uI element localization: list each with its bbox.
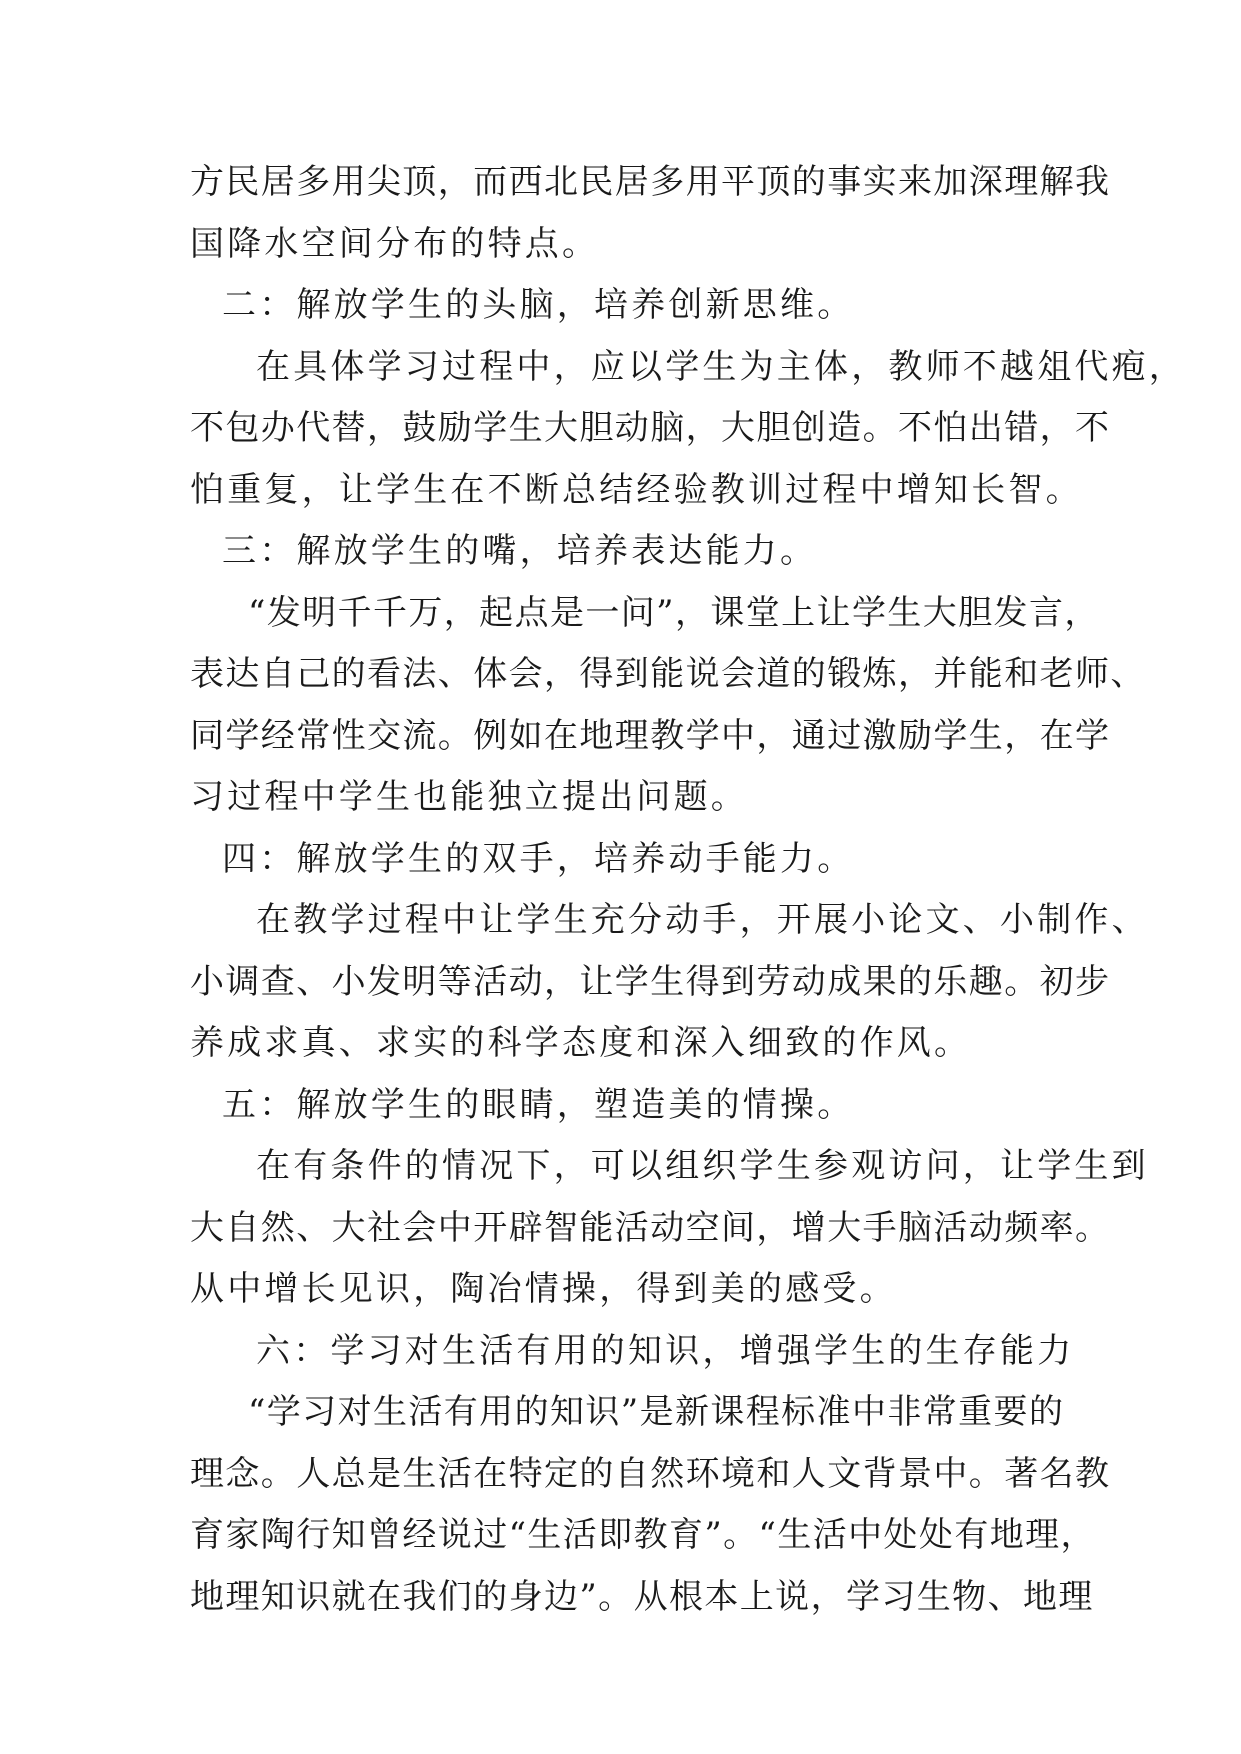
section-heading: 六：学习对生活有用的知识，增强学生的生存能力 [256, 1331, 1075, 1371]
text-line: 在有条件的情况下，可以组织学生参观访问，让学生到 [256, 1146, 1149, 1186]
section-heading: 二：解放学生的头脑，培养创新思维。 [222, 285, 855, 325]
text-line: 不包办代替，鼓励学生大胆动脑，大胆创造。不怕出错，不 [190, 408, 1111, 448]
text-line: 小调查、小发明等活动，让学生得到劳动成果的乐趣。初步 [190, 962, 1111, 1002]
text-line: 表达自己的看法、体会，得到能说会道的锻炼，并能和老师、 [190, 654, 1146, 694]
text-line: 从中增长见识，陶冶情操，得到美的感受。 [190, 1269, 897, 1309]
section-heading: 五：解放学生的眼睛，塑造美的情操。 [222, 1085, 855, 1125]
section-heading: 三：解放学生的嘴，培养表达能力。 [222, 531, 818, 571]
text-line: 习过程中学生也能独立提出问题。 [190, 777, 748, 817]
text-line: “学习对生活有用的知识”是新课程标准中非常重要的 [248, 1392, 1065, 1432]
text-line: 在具体学习过程中，应以学生为主体，教师不越俎代疱， [256, 347, 1186, 387]
text-line: 大自然、大社会中开辟智能活动空间，增大手脑活动频率。 [190, 1208, 1111, 1248]
text-line: “发明千千万，起点是一问”，课堂上让学生大胆发言， [248, 593, 1100, 633]
text-line: 地理知识就在我们的身边”。从根本上说，学习生物、地理 [190, 1577, 1094, 1617]
text-line: 在教学过程中让学生充分动手，开展小论文、小制作、 [256, 900, 1149, 940]
text-line: 养成求真、求实的科学态度和深入细致的作风。 [190, 1023, 972, 1063]
text-line: 育家陶行知曾经说过“生活即教育”。“生活中处处有地理， [190, 1515, 1096, 1555]
text-line: 同学经常性交流。例如在地理教学中，通过激励学生，在学 [190, 716, 1111, 756]
text-line: 国降水空间分布的特点。 [190, 224, 600, 264]
section-heading: 四：解放学生的双手，培养动手能力。 [222, 839, 855, 879]
text-line: 怕重复，让学生在不断总结经验教训过程中增知长智。 [190, 470, 1083, 510]
text-line: 理念。人总是生活在特定的自然环境和人文背景中。著名教 [190, 1454, 1111, 1494]
text-line: 方民居多用尖顶，而西北民居多用平顶的事实来加深理解我 [190, 162, 1111, 202]
